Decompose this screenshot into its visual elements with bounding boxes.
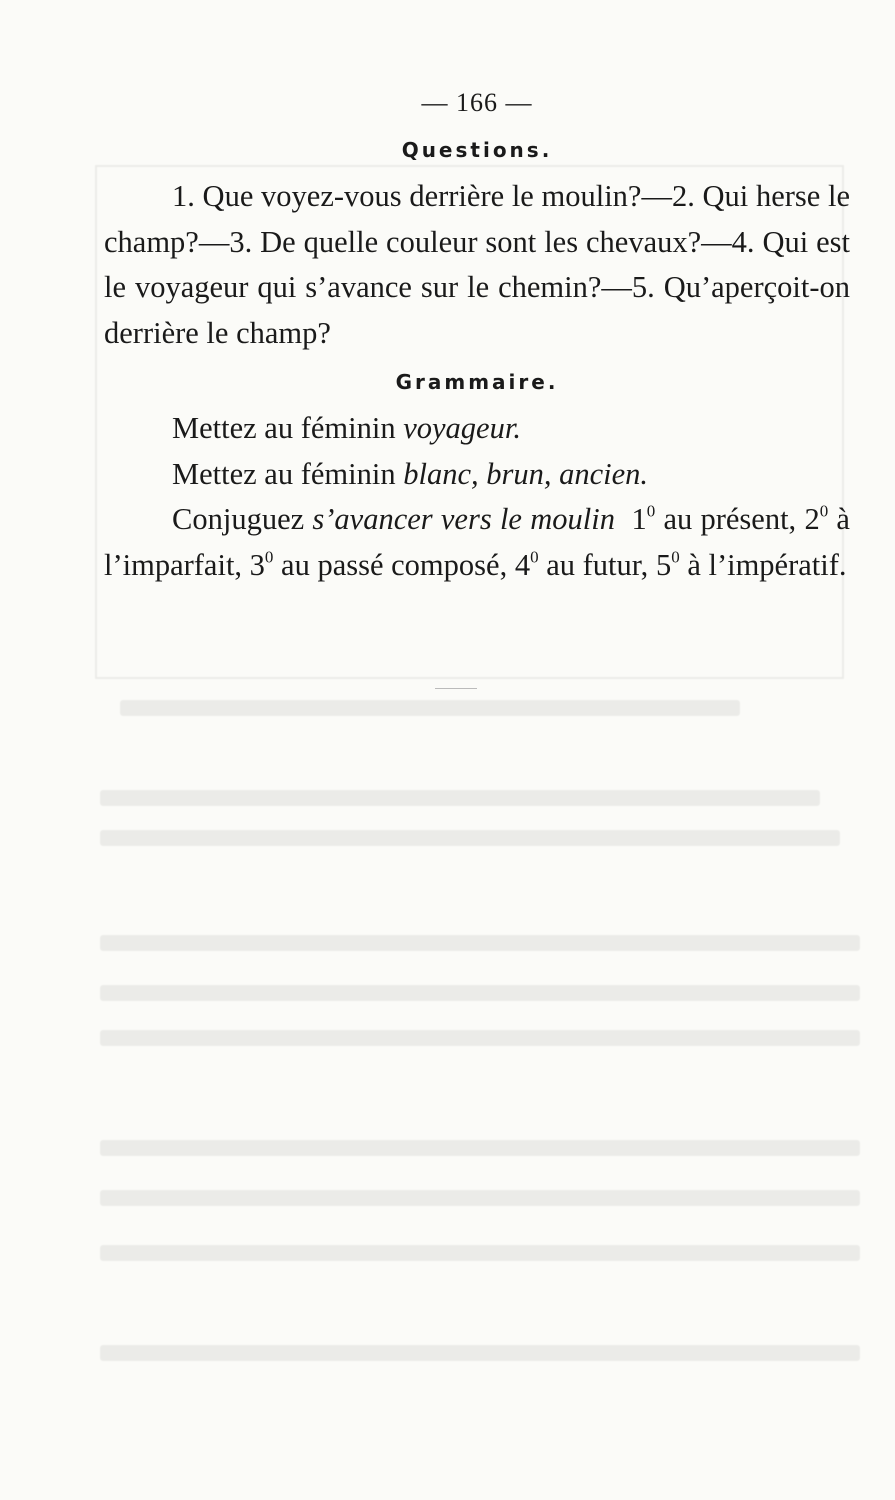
book-page: [104, 88, 850, 588]
exercise-conjugate: Conjuguez s’avancer vers le moulin $1^0$ au présent, $2^0$ à l’imparfait, $3^0$ au passé composé, $4^0$ au futur, $5^0$ à l’impératif.: [104, 501, 850, 582]
exercise-feminine-voyageur: Mettez au féminin voyageur.: [172, 411, 521, 445]
separator-rule: [435, 688, 477, 689]
questions-text: 1. Que voyez-vous derrière le moulin?—2. Qui herse le champ?—3. De quelle couleur sont les chevaux?—4. Qui est le voyageur qui s’avance sur le chemin?—5. Qu’aperçoit-on derrière le champ?: [104, 179, 850, 350]
grammaire-heading: Grammaire.: [395, 370, 559, 394]
questions-heading: Questions.: [401, 138, 553, 162]
page-number: — 166 —: [421, 88, 533, 117]
exercise-feminine-adjectives: Mettez au féminin blanc, brun, ancien.: [172, 456, 649, 491]
